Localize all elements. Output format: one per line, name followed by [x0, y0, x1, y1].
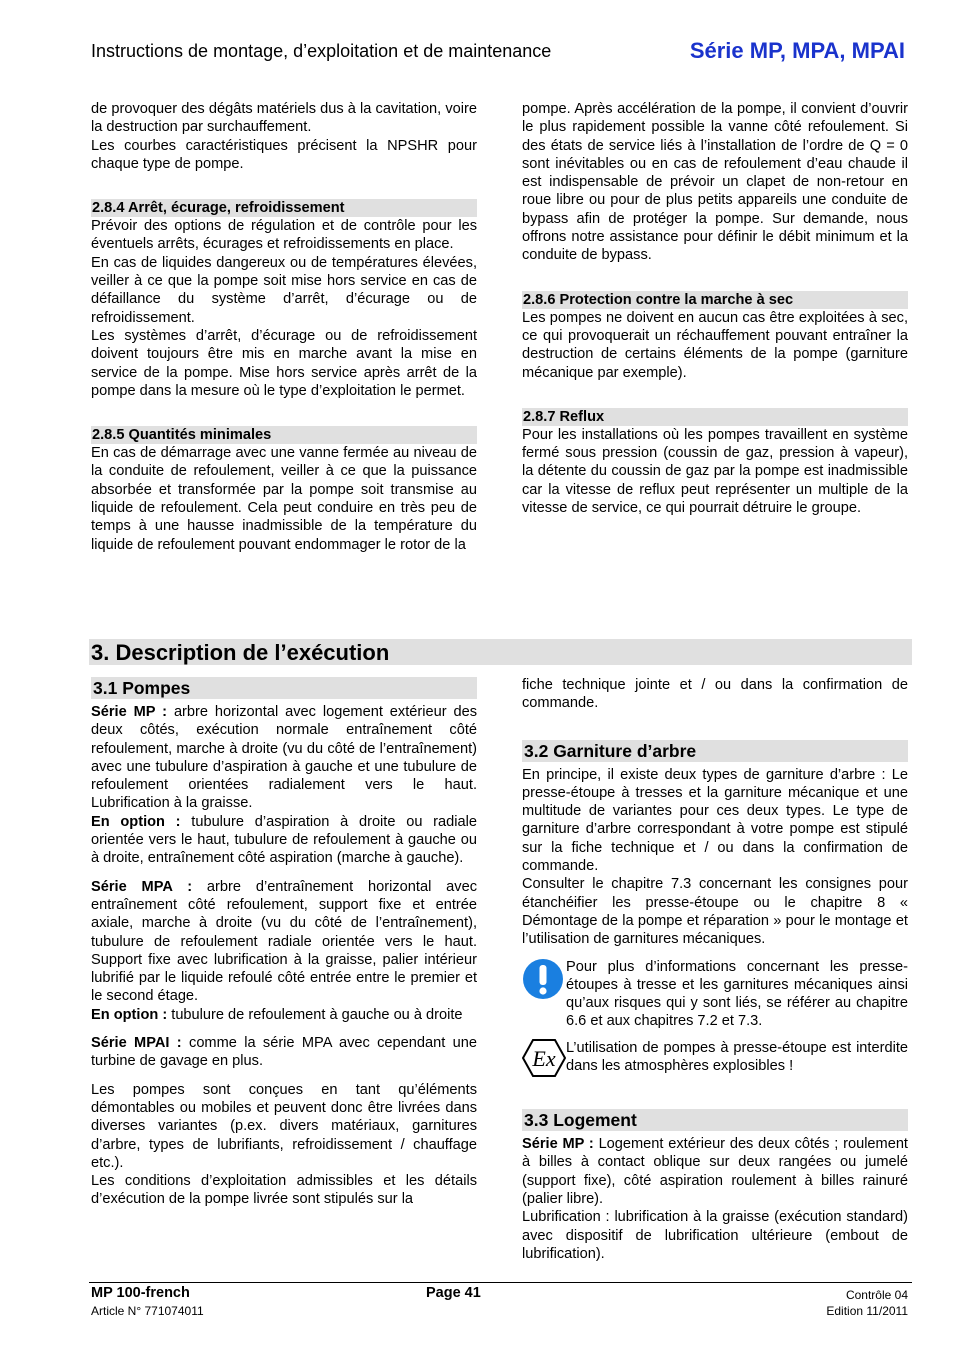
header-series: Série MP, MPA, MPAI [689, 38, 905, 63]
section-3-3-title: 3.3 Logement [522, 1109, 908, 1131]
paragraph: Les pompes ne doivent en aucun cas être exploitées à sec, ce qui provoquerait un réchauffement pouvant entraîner la destruction de certains éléments de la pompe (garniture mécanique par exemple). [522, 309, 908, 381]
footer-divider [89, 1282, 912, 1283]
paragraph: En cas de liquides dangereux ou de températures élevées, veiller à ce que la pompe soit mise hors service en cas de défaillance du système d’arrêt, d’écurage ou de refroidissement. [91, 254, 477, 326]
section-2-8-4-title: 2.8.4 Arrêt, écurage, refroidissement [91, 199, 477, 217]
section-2-8-5-title: 2.8.5 Quantités minimales [91, 426, 477, 444]
label: Série MPAI : [91, 1035, 182, 1052]
note-info-text: Pour plus d’informations concernant les presse-étoupes à tresse et les garnitures mécaniques ainsi qu’aux risques qui y sont liés, se référer au chapitre 6.6 et aux chapitres 7.2 et 7.3. [566, 958, 908, 1030]
label: En option : [91, 1006, 168, 1023]
paragraph-mpai [91, 1034, 477, 1071]
note-ex-text: L’utilisation de pompes à presse-étoupe est interdite dans les atmosphères explosibles ! [566, 1039, 908, 1075]
label: Série MP : [91, 704, 168, 720]
text: arbre horizontal avec logement extérieur des deux côtés, exécution normale entraînement côté refoulement, marche à droite (vu du côté de l’entraînement) avec une tubulure d’aspiration à gauche et une tubulure de refoulement orientées radialement vers le haut. Lubrification à la graisse. [91, 704, 478, 812]
paragraph: Pour les installations où les pompes travaillent en système fermé sous pression (coussin de gaz, pression à vapeur), la détente du coussin de gaz par la pompe est inadmissible car la vitesse de reflux peut représenter un multiple de la vitesse de service, ce qui pourrait détruire le groupe. [522, 426, 908, 517]
text: tubulure d’aspiration à droite ou radiale orientée vers le haut, tubulure de refoulement à gauche ou à droite, entraînement côté aspiration (marche à gauche). [91, 813, 477, 867]
ex-label: Ex [532, 1045, 556, 1071]
footer-page: Page 41 [426, 1285, 481, 1301]
section-3-2-title: 3.2 Garniture d’arbre [522, 740, 908, 762]
paragraph-mp-option [91, 813, 477, 868]
paragraph: fiche technique jointe et / ou dans la confirmation de commande. [522, 677, 908, 712]
footer-article: Article N° 771074011 [91, 1304, 204, 1318]
section-2-8-7-title: 2.8.7 Reflux [522, 408, 908, 426]
header-title: Instructions de montage, d’exploitation et de maintenance [91, 41, 552, 61]
paragraph: Lubrification : lubrification à la graisse (exécution standard) avec dispositif de lubrification ultérieure (embout de lubrification). [522, 1209, 908, 1262]
top-left-column [91, 100, 477, 554]
text: comme la série MPA avec cependant une turbine de gavage en plus. [91, 1035, 477, 1070]
text: Logement extérieur des deux côtés ; roulement à billes à contact oblique sur deux rangées ou jumelé (support fixe), côté aspiration roulement à billes rainuré (palier libre). [522, 1136, 908, 1207]
text: arbre d’entraînement horizontal avec entraînement côté refoulement, support fixe et entrée axiale, marche à droite (vu du côté de l’entraînement), tubulure de refoulement radiale orientée vers le haut. Support fixe avec lubrification à la graisse, palier intérieur lubrifié par le liquide refoulé côté entrée entre le premier et le second étage. [91, 878, 477, 1005]
label: Série MP : [522, 1136, 594, 1153]
paragraph: de provoquer des dégâts matériels dus à la cavitation, voire la destruction par surchauffement. [91, 101, 477, 136]
top-right-column [522, 100, 908, 517]
ex-atex-icon [522, 1039, 566, 1082]
footer-control: Contrôle 04 [845, 1288, 908, 1302]
paragraph: Les pompes sont conçues en tant qu’éléments démontables ou mobiles et peuvent donc être livrées dans diverses variantes (p.ex. divers matériaux, garnitures d’arbre, types de lubrifiants, refroidissement / chauffage etc.). [91, 1081, 477, 1171]
bottom-right-column [522, 676, 908, 1263]
exclamation-icon [522, 958, 566, 1005]
paragraph: En principe, il existe deux types de garniture d’arbre : Le presse-étoupe à tresses et la garniture mécanique et une multitude de variantes pour ces deux types. Le type de garniture d’arbre correspondant à votre pompe est stipulé sur la fiche technique et / ou dans la confirmation de commande. [522, 766, 908, 875]
text: tubulure de refoulement à gauche ou à droite [171, 1006, 463, 1023]
section-3-title: 3. Description de l’exécution [89, 639, 912, 665]
footer-doc: MP 100-french [91, 1285, 190, 1301]
paragraph: Les systèmes d’arrêt, d’écurage ou de refroidissement doivent toujours être mis en marche avant la mise en service de la pompe. Mise hors service après arrêt de la pompe dans la mesure où le type d’exploitation le permet. [91, 327, 477, 399]
paragraph: En cas de démarrage avec une vanne fermée au niveau de la conduite de refoulement, veiller à ce que la puissance absorbée et transformée par la pompe soit transmise au liquide de refoulement. Cela peut conduire en très peu de temps à une hausse inadmissible de la température du liquide de refoulement pouvant endommager le rotor de la [91, 445, 477, 553]
paragraph-mpa-option [91, 1006, 477, 1024]
paragraph-mp [91, 703, 477, 813]
label: Série MPA : [91, 878, 193, 895]
paragraph: Consulter le chapitre 7.3 concernant les consignes pour étanchéifier les presse-étoupe ou le chapitre 8 « Démontage de la pompe et réparation » pour le montage et l’utilisation de garnitures mécaniques. [522, 876, 908, 948]
note-info [522, 958, 908, 1031]
label: En option : [91, 813, 181, 830]
paragraph: pompe. Après accélération de la pompe, il convient d’ouvrir le plus rapidement possible la vanne côté refoulement. Si des états de service liés à l’installation de l’ordre de Q = 0 sont inévitables ou en cas de refoulement d’eau chaude il est indispensable de prévoir un clapet de non-retour en roue libre ou pour de plus petits appareils une conduite de bypass afin de protéger la pompe. Sur demande, nous offrons notre assistance pour définir le débit minimum et la conduite de bypass. [522, 101, 908, 264]
paragraph: Prévoir des options de régulation et de contrôle pour les éventuels arrêts, écurages et refroidissements en place. [91, 218, 477, 253]
bottom-left-column [91, 677, 477, 1209]
section-3-1-title: 3.1 Pompes [91, 677, 477, 699]
note-ex [522, 1039, 908, 1082]
section-2-8-6-title: 2.8.6 Protection contre la marche à sec [522, 291, 908, 309]
footer-edition: Edition 11/2011 [826, 1304, 908, 1318]
paragraph: Les courbes caractéristiques précisent la NPSHR pour chaque type de pompe. [91, 137, 477, 172]
paragraph-mp-logement [522, 1135, 908, 1208]
paragraph: Les conditions d’exploitation admissibles et les détails d’exécution de la pompe livrée sont stipulés sur la [91, 1173, 477, 1208]
paragraph-mpa [91, 878, 477, 1006]
